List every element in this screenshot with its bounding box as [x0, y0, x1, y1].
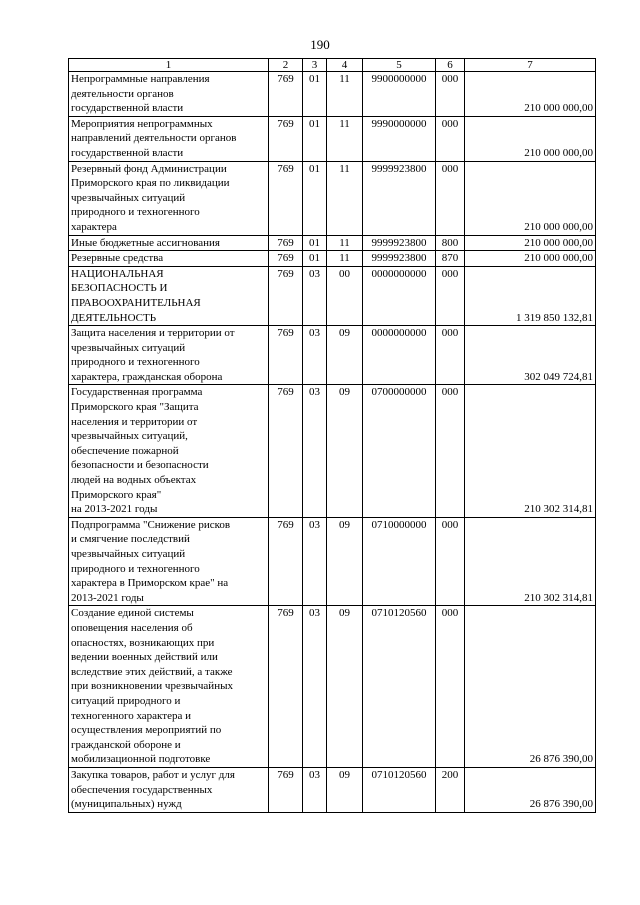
row-code-c6: 000 [436, 266, 465, 325]
row-code-c6: 000 [436, 161, 465, 235]
row-amount: 26 876 390,00 [465, 606, 596, 768]
page-number: 190 [310, 37, 330, 52]
table-row [69, 266, 596, 325]
table-row [69, 767, 596, 812]
row-code-c4: 09 [327, 326, 363, 385]
row-amount: 1 319 850 132,81 [465, 266, 596, 325]
table-body [69, 72, 596, 813]
table-row [69, 517, 596, 606]
row-code-c5: 0700000000 [363, 385, 436, 517]
row-code-c3: 01 [303, 72, 327, 117]
row-code-c4: 09 [327, 606, 363, 768]
row-code-c5: 9900000000 [363, 72, 436, 117]
row-code-c4: 09 [327, 767, 363, 812]
row-code-c5: 9990000000 [363, 116, 436, 161]
budget-table [68, 58, 596, 813]
row-name: Защита населения и территории от чрезвычайных ситуаций природного и техногенного характера, гражданская оборона [69, 326, 269, 385]
row-code-c4: 11 [327, 161, 363, 235]
row-code-c5: 9999923800 [363, 235, 436, 251]
row-code-c4: 09 [327, 517, 363, 606]
row-code-c2: 769 [269, 72, 303, 117]
row-code-c6: 000 [436, 606, 465, 768]
row-code-c3: 03 [303, 266, 327, 325]
row-name: Государственная программа Приморского края "Защита населения и территории от чрезвычайных ситуаций, обеспечение пожарной безопасности и безопасности людей на водных объектах Приморского края" на 2013-2021 годы [69, 385, 269, 517]
row-code-c2: 769 [269, 266, 303, 325]
column-header-3: 3 [303, 59, 327, 72]
row-code-c6: 000 [436, 72, 465, 117]
row-code-c3: 03 [303, 517, 327, 606]
row-name: Непрограммные направления деятельности органов государственной власти [69, 72, 269, 117]
row-amount: 210 000 000,00 [465, 235, 596, 251]
row-code-c3: 03 [303, 767, 327, 812]
table-row [69, 235, 596, 251]
row-code-c2: 769 [269, 116, 303, 161]
row-code-c5: 0710120560 [363, 606, 436, 768]
row-code-c4: 11 [327, 116, 363, 161]
row-code-c2: 769 [269, 517, 303, 606]
row-code-c4: 11 [327, 235, 363, 251]
row-name: Создание единой системы оповещения населения об опасностях, возникающих при ведении военных действий или вследствие этих действий, а также при возникновении чрезвычайных ситуаций природного и техногенного характера и осуществления мероприятий по гражданской обороне и мобилизационной подготовке [69, 606, 269, 768]
row-code-c6: 200 [436, 767, 465, 812]
row-code-c2: 769 [269, 235, 303, 251]
table-row [69, 161, 596, 235]
row-code-c3: 03 [303, 606, 327, 768]
row-name: Резервные средства [69, 251, 269, 267]
row-name: Иные бюджетные ассигнования [69, 235, 269, 251]
row-code-c6: 000 [436, 517, 465, 606]
row-amount: 210 000 000,00 [465, 72, 596, 117]
table-row [69, 326, 596, 385]
row-code-c3: 03 [303, 326, 327, 385]
column-header-6: 6 [436, 59, 465, 72]
row-code-c2: 769 [269, 251, 303, 267]
row-code-c6: 800 [436, 235, 465, 251]
table-row [69, 72, 596, 117]
row-code-c6: 000 [436, 385, 465, 517]
row-amount: 210 000 000,00 [465, 116, 596, 161]
row-amount: 210 302 314,81 [465, 385, 596, 517]
row-code-c3: 03 [303, 385, 327, 517]
row-name: Подпрограмма "Снижение рисков и смягчение последствий чрезвычайных ситуаций природного и техногенного характера в Приморском крае" на 2013-2021 годы [69, 517, 269, 606]
row-amount: 302 049 724,81 [465, 326, 596, 385]
row-code-c5: 0000000000 [363, 326, 436, 385]
row-amount: 210 302 314,81 [465, 517, 596, 606]
row-code-c3: 01 [303, 235, 327, 251]
row-code-c2: 769 [269, 606, 303, 768]
row-amount: 210 000 000,00 [465, 251, 596, 267]
row-code-c4: 11 [327, 72, 363, 117]
row-name: Резервный фонд Администрации Приморского края по ликвидации чрезвычайных ситуаций природного и техногенного характера [69, 161, 269, 235]
column-header-7: 7 [465, 59, 596, 72]
row-amount: 26 876 390,00 [465, 767, 596, 812]
row-code-c2: 769 [269, 326, 303, 385]
row-code-c5: 0000000000 [363, 266, 436, 325]
row-code-c5: 0710120560 [363, 767, 436, 812]
column-header-4: 4 [327, 59, 363, 72]
row-code-c3: 01 [303, 251, 327, 267]
table-row [69, 606, 596, 768]
row-code-c3: 01 [303, 161, 327, 235]
row-code-c4: 11 [327, 251, 363, 267]
column-header-row [69, 59, 596, 72]
table-row [69, 385, 596, 517]
row-code-c2: 769 [269, 767, 303, 812]
row-code-c2: 769 [269, 385, 303, 517]
row-amount: 210 000 000,00 [465, 161, 596, 235]
row-name: Закупка товаров, работ и услуг для обеспечения государственных (муниципальных) нужд [69, 767, 269, 812]
row-code-c6: 000 [436, 116, 465, 161]
column-header-1: 1 [69, 59, 269, 72]
table-row [69, 251, 596, 267]
column-header-5: 5 [363, 59, 436, 72]
row-name: НАЦИОНАЛЬНАЯ БЕЗОПАСНОСТЬ И ПРАВООХРАНИТЕЛЬНАЯ ДЕЯТЕЛЬНОСТЬ [69, 266, 269, 325]
row-code-c5: 0710000000 [363, 517, 436, 606]
row-code-c4: 00 [327, 266, 363, 325]
row-code-c6: 000 [436, 326, 465, 385]
column-header-2: 2 [269, 59, 303, 72]
row-code-c5: 9999923800 [363, 251, 436, 267]
row-code-c4: 09 [327, 385, 363, 517]
row-code-c5: 9999923800 [363, 161, 436, 235]
row-code-c3: 01 [303, 116, 327, 161]
row-name: Мероприятия непрограммных направлений деятельности органов государственной власти [69, 116, 269, 161]
table-row [69, 116, 596, 161]
row-code-c2: 769 [269, 161, 303, 235]
row-code-c6: 870 [436, 251, 465, 267]
